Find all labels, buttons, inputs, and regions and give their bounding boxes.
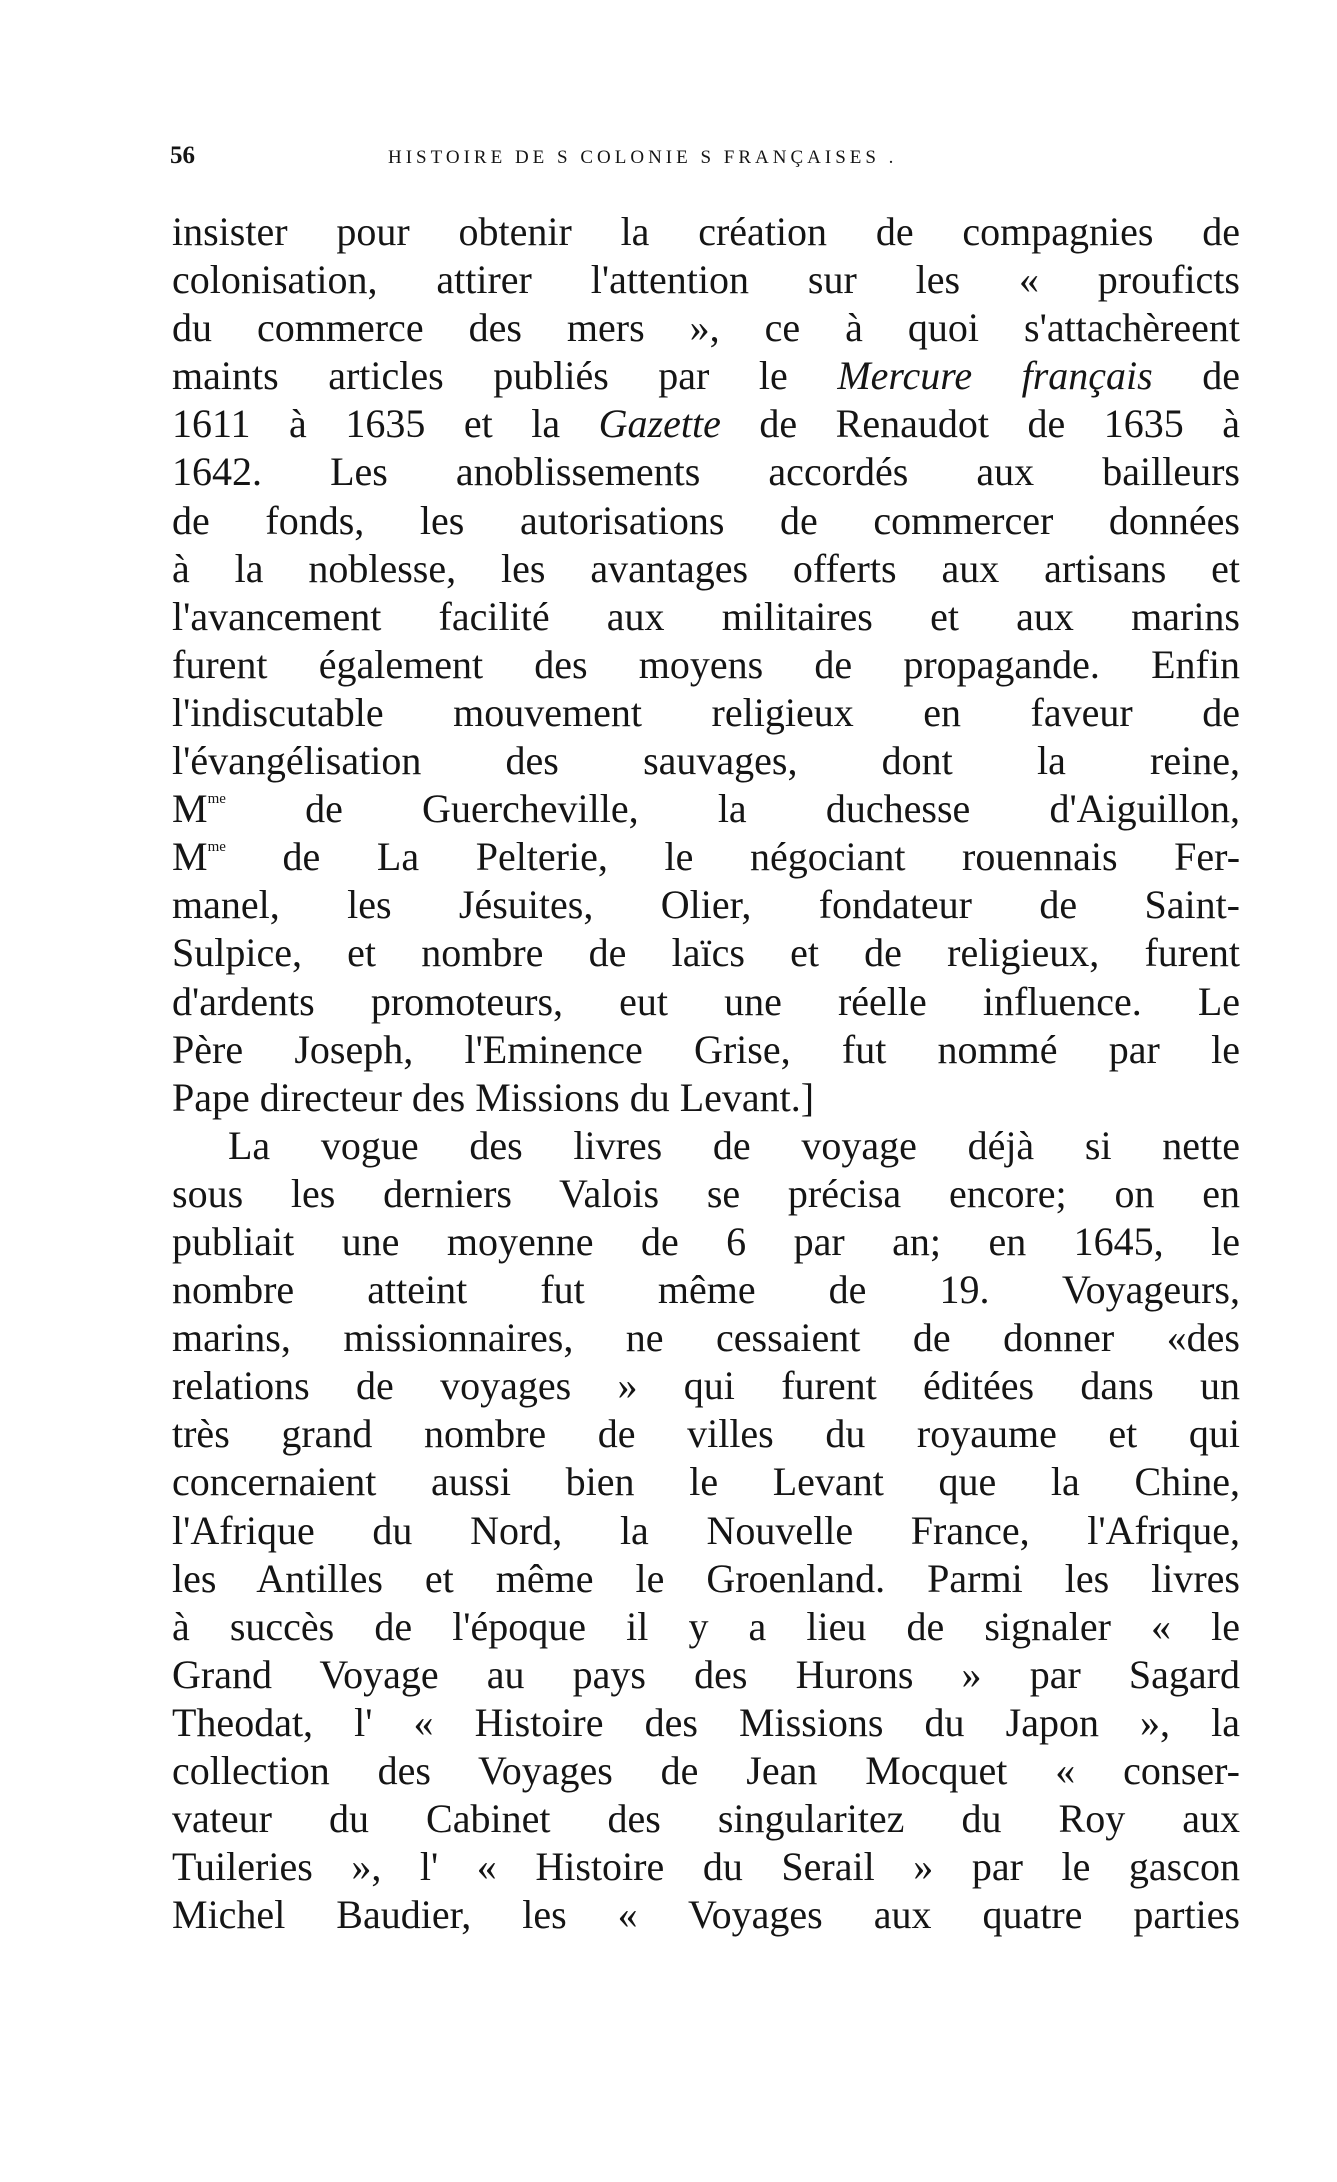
text-line: du commerce des mers », ce à quoi s'attachèreent [172,305,1240,351]
text-line: nombre atteint fut même de 19. Voyageurs, [172,1267,1240,1313]
text-line: Grand Voyage au pays des Hurons » par Sagard [172,1651,1240,1697]
text-line: Michel Baudier, les « Voyages aux quatre parties [172,1892,1240,1938]
honorific [172,834,226,879]
honorific-letter: M [172,786,208,832]
text-segment: de La Pelterie, le négociant rouennais Fer- [282,834,1241,880]
honorific-superscript: me [207,839,226,856]
text-line: sous les derniers Valois se précisa encore; on en [172,1170,1240,1216]
text-line: Sulpice, et nombre de laïcs et de religieux, furent [172,930,1240,976]
text-line: Père Joseph, l'Eminence Grise, fut nommé par le [172,1026,1240,1072]
text-line: l'indiscutable mouvement religieux en faveur de [172,689,1240,735]
text-line: très grand nombre de villes du royaume et qui [172,1411,1240,1457]
text-line: de fonds, les autorisations de commercer données [172,497,1240,543]
honorific-letter: M [172,834,208,880]
text-line: l'Afrique du Nord, la Nouvelle France, l'Afrique, [172,1507,1240,1553]
journal-title-gazette: Gazette [598,401,721,447]
text-line: vateur du Cabinet des singularitez du Roy aux [172,1796,1240,1842]
text-segment: maints articles publiés par le [172,353,788,399]
text-line: l'avancement facilité aux militaires et aux marins [172,593,1240,639]
text-segment: de [1202,353,1241,399]
text-line [172,785,1240,833]
text-line: les Antilles et même le Groenland. Parmi les livres [172,1555,1240,1601]
text-line: Theodat, l' « Histoire des Missions du Japon », la [172,1699,1240,1745]
text-line: 1642. Les anoblissements accordés aux bailleurs [172,449,1240,495]
text-line: marins, missionnaires, ne cessaient de donner «des [172,1315,1240,1361]
text-line: furent également des moyens de propagande. Enfin [172,641,1240,687]
text-line [172,833,1240,881]
text-line: manel, les Jésuites, Olier, fondateur de Saint- [172,882,1240,928]
text-line: La vogue des livres de voyage déjà si nette [228,1122,1240,1168]
honorific-superscript: me [207,791,226,808]
text-line: relations de voyages » qui furent éditées dans un [172,1363,1240,1409]
text-segment: 1611 à 1635 et la [172,401,561,447]
text-segment: de Guercheville, la duchesse d'Aiguillon, [305,786,1241,832]
text-line: insister pour obtenir la création de compagnies de [172,209,1240,254]
page-number: 56 [170,142,195,169]
text-line: d'ardents promoteurs, eut une réelle influence. Le [172,978,1240,1024]
text-line: colonisation, attirer l'attention sur les « prouficts [172,257,1240,303]
text-line: Tuileries », l' « Histoire du Serail » par le gascon [172,1844,1240,1890]
body-text [172,208,1240,1939]
text-line [172,352,1240,400]
text-line: l'évangélisation des sauvages, dont la reine, [172,738,1240,784]
honorific [172,786,226,831]
running-head-title: HISTOIRE DE S COLONIE S FRANÇAISES . [388,147,898,168]
text-line: collection des Voyages de Jean Mocquet « conser- [172,1748,1240,1793]
text-line [172,400,1240,448]
text-line: concernaient aussi bien le Levant que la Chine, [172,1459,1240,1505]
text-line: publiait une moyenne de 6 par an; en 1645, le [172,1218,1240,1264]
text-segment: de Renaudot de 1635 à [759,401,1241,447]
text-line: à succès de l'époque il y a lieu de signaler « le [172,1603,1240,1649]
text-line: à la noblesse, les avantages offerts aux artisans et [172,545,1240,591]
text-line: Pape directeur des Missions du Levant.] [172,1074,815,1120]
journal-title-mercure: Mercure français [837,353,1153,399]
running-head [170,142,1240,178]
